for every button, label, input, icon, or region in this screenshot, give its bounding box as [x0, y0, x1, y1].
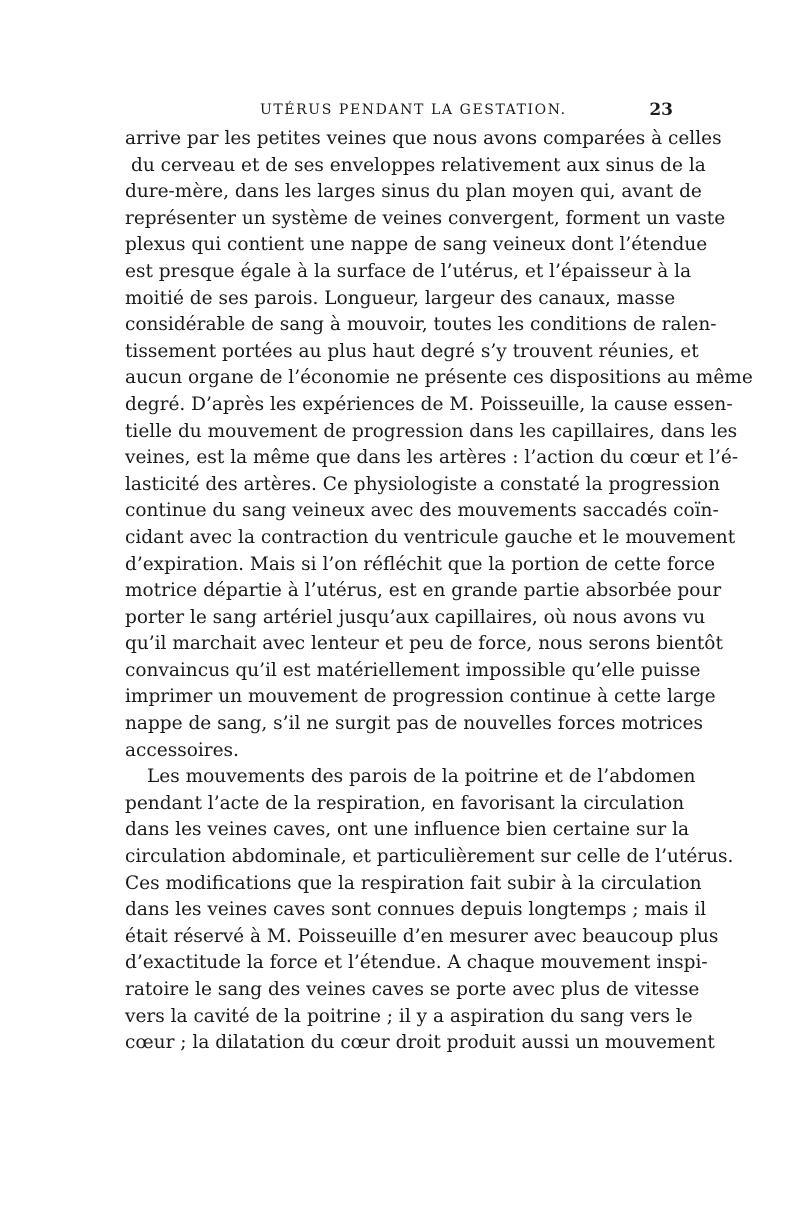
text-line: circulation abdominale, et particulièrement sur celle de l’utérus. [125, 846, 734, 868]
text-line: convaincus qu’il est matériellement impossible qu’elle puisse [125, 659, 701, 681]
text-line: imprimer un mouvement de progression continue à cette large [125, 686, 716, 708]
text-line: continue du sang veineux avec des mouvements saccadés coïn- [125, 500, 719, 522]
text-line: veines, est la même que dans les artères : l’action du cœur et l’é- [125, 447, 739, 469]
text-line: tissement portées au plus haut degré s’y trouvent réunies, et [125, 340, 699, 362]
text-line: qu’il marchait avec lenteur et peu de force, nous serons bientôt [125, 633, 723, 655]
text-line: Ces modifications que la respiration fait subir à la circulation [125, 872, 702, 894]
running-title: UTÉRUS PENDANT LA GESTATION. [260, 102, 567, 118]
running-header [125, 100, 673, 124]
text-line: représenter un système de veines convergent, forment un vaste [125, 207, 726, 229]
text-line: d’exactitude la force et l’étendue. A chaque mouvement inspi- [125, 952, 708, 974]
page-number: 23 [649, 100, 673, 120]
text-line: dure-mère, dans les larges sinus du plan moyen qui, avant de [125, 181, 702, 203]
text-line: vers la cavité de la poitrine ; il y a aspiration du sang vers le [125, 1005, 693, 1027]
text-line: aucun organe de l’économie ne présente ces dispositions au même [125, 367, 753, 389]
text-line: cœur ; la dilatation du cœur droit produit aussi un mouvement [125, 1032, 715, 1054]
text-line: motrice départie à l’utérus, est en grande partie absorbée pour [125, 580, 722, 602]
text-line: d’expiration. Mais si l’on réfléchit que la portion de cette force [125, 553, 716, 575]
text-line: considérable de sang à mouvoir, toutes les conditions de ralen- [125, 314, 717, 336]
text-line: cidant avec la contraction du ventricule gauche et le mouvement [125, 526, 736, 548]
text-line: nappe de sang, s’il ne surgit pas de nouvelles forces motrices [125, 713, 703, 735]
text-line: porter le sang artériel jusqu’aux capillaires, où nous avons vu [125, 606, 706, 628]
text-line: accessoires. [125, 739, 239, 761]
text-line: pendant l’acte de la respiration, en favorisant la circulation [125, 792, 685, 814]
body-text [125, 126, 753, 1057]
text-line: dans les veines caves sont connues depuis longtemps ; mais il [125, 899, 707, 921]
paragraph-first-line: Les mouvements des parois de la poitrine et de l’abdomen [147, 766, 696, 788]
text-line: tielle du mouvement de progression dans les capillaires, dans les [125, 420, 738, 442]
text-line: arrive par les petites veines que nous avons comparées à celles [125, 128, 722, 149]
text-line: du cerveau et de ses enveloppes relativement aux sinus de la [131, 154, 706, 176]
text-line: lasticité des artères. Ce physiologiste a constaté la progression [125, 473, 720, 495]
text-line: ratoire le sang des veines caves se porte avec plus de vitesse [125, 979, 700, 1000]
text-line: dans les veines caves, ont une influence bien certaine sur la [125, 819, 690, 841]
text-line: est presque égale à la surface de l’utérus, et l’épaisseur à la [125, 260, 692, 282]
text-line: moitié de ses parois. Longueur, largeur des canaux, masse [125, 287, 676, 309]
text-line: était réservé à M. Poisseuille d’en mesurer avec beaucoup plus [125, 925, 719, 947]
text-line: plexus qui contient une nappe de sang veineux dont l’étendue [125, 234, 708, 256]
text-line: degré. D’après les expériences de M. Poisseuille, la cause essen- [125, 393, 733, 415]
